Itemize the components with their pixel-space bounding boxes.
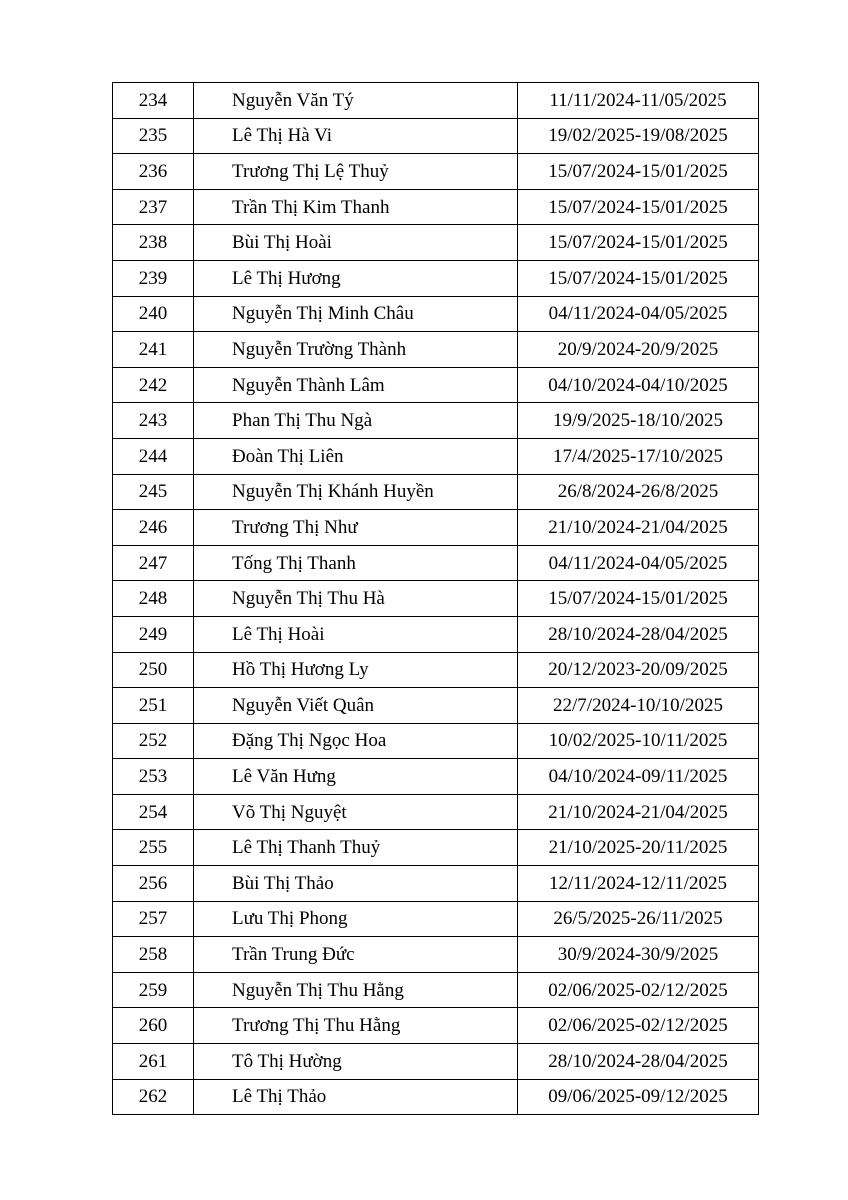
full-name-cell: Nguyễn Văn Tý [194, 83, 518, 119]
date-range-cell: 28/10/2024-28/04/2025 [518, 616, 759, 652]
full-name-cell: Lê Thị Thanh Thuỷ [194, 830, 518, 866]
table-row [113, 652, 759, 688]
full-name-cell: Lê Thị Hoài [194, 616, 518, 652]
table-row [113, 723, 759, 759]
table-row [113, 367, 759, 403]
date-range-cell: 10/02/2025-10/11/2025 [518, 723, 759, 759]
row-number-cell: 243 [113, 403, 194, 439]
table-row [113, 118, 759, 154]
date-range-cell: 15/07/2024-15/01/2025 [518, 189, 759, 225]
table-row [113, 510, 759, 546]
table-row [113, 972, 759, 1008]
row-number-cell: 251 [113, 688, 194, 724]
table-row [113, 260, 759, 296]
row-number-cell: 241 [113, 332, 194, 368]
date-range-cell: 15/07/2024-15/01/2025 [518, 154, 759, 190]
full-name-cell: Lê Văn Hưng [194, 759, 518, 795]
row-number-cell: 249 [113, 616, 194, 652]
row-number-cell: 236 [113, 154, 194, 190]
full-name-cell: Lê Thị Thảo [194, 1079, 518, 1115]
date-range-cell: 20/9/2024-20/9/2025 [518, 332, 759, 368]
row-number-cell: 238 [113, 225, 194, 261]
full-name-cell: Trương Thị Như [194, 510, 518, 546]
date-range-cell: 21/10/2025-20/11/2025 [518, 830, 759, 866]
table-row [113, 581, 759, 617]
full-name-cell: Lưu Thị Phong [194, 901, 518, 937]
full-name-cell: Võ Thị Nguyệt [194, 794, 518, 830]
row-number-cell: 254 [113, 794, 194, 830]
row-number-cell: 247 [113, 545, 194, 581]
roster-table [112, 82, 759, 1115]
full-name-cell: Lê Thị Hương [194, 260, 518, 296]
date-range-cell: 21/10/2024-21/04/2025 [518, 510, 759, 546]
table-row [113, 189, 759, 225]
table-row [113, 438, 759, 474]
full-name-cell: Nguyễn Viết Quân [194, 688, 518, 724]
table-row [113, 332, 759, 368]
table-row [113, 866, 759, 902]
row-number-cell: 257 [113, 901, 194, 937]
table-row [113, 403, 759, 439]
row-number-cell: 261 [113, 1044, 194, 1080]
full-name-cell: Trương Thị Lệ Thuỷ [194, 154, 518, 190]
date-range-cell: 28/10/2024-28/04/2025 [518, 1044, 759, 1080]
table-row [113, 830, 759, 866]
table-row [113, 937, 759, 973]
date-range-cell: 21/10/2024-21/04/2025 [518, 794, 759, 830]
full-name-cell: Bùi Thị Hoài [194, 225, 518, 261]
full-name-cell: Nguyễn Thị Minh Châu [194, 296, 518, 332]
full-name-cell: Tống Thị Thanh [194, 545, 518, 581]
row-number-cell: 259 [113, 972, 194, 1008]
date-range-cell: 22/7/2024-10/10/2025 [518, 688, 759, 724]
date-range-cell: 02/06/2025-02/12/2025 [518, 972, 759, 1008]
date-range-cell: 20/12/2023-20/09/2025 [518, 652, 759, 688]
full-name-cell: Nguyễn Thị Thu Hà [194, 581, 518, 617]
table-row [113, 545, 759, 581]
row-number-cell: 262 [113, 1079, 194, 1115]
full-name-cell: Đặng Thị Ngọc Hoa [194, 723, 518, 759]
row-number-cell: 234 [113, 83, 194, 119]
row-number-cell: 250 [113, 652, 194, 688]
row-number-cell: 245 [113, 474, 194, 510]
date-range-cell: 15/07/2024-15/01/2025 [518, 581, 759, 617]
row-number-cell: 260 [113, 1008, 194, 1044]
date-range-cell: 04/10/2024-04/10/2025 [518, 367, 759, 403]
full-name-cell: Phan Thị Thu Ngà [194, 403, 518, 439]
roster-table-body [113, 83, 759, 1115]
full-name-cell: Trương Thị Thu Hằng [194, 1008, 518, 1044]
row-number-cell: 246 [113, 510, 194, 546]
table-row [113, 1079, 759, 1115]
row-number-cell: 235 [113, 118, 194, 154]
table-row [113, 759, 759, 795]
row-number-cell: 258 [113, 937, 194, 973]
table-row [113, 901, 759, 937]
table-row [113, 474, 759, 510]
full-name-cell: Bùi Thị Thảo [194, 866, 518, 902]
row-number-cell: 248 [113, 581, 194, 617]
date-range-cell: 12/11/2024-12/11/2025 [518, 866, 759, 902]
date-range-cell: 04/11/2024-04/05/2025 [518, 545, 759, 581]
date-range-cell: 19/02/2025-19/08/2025 [518, 118, 759, 154]
table-row [113, 225, 759, 261]
row-number-cell: 242 [113, 367, 194, 403]
table-row [113, 296, 759, 332]
row-number-cell: 252 [113, 723, 194, 759]
full-name-cell: Hồ Thị Hương Ly [194, 652, 518, 688]
full-name-cell: Trần Trung Đức [194, 937, 518, 973]
date-range-cell: 26/8/2024-26/8/2025 [518, 474, 759, 510]
full-name-cell: Nguyễn Trường Thành [194, 332, 518, 368]
date-range-cell: 15/07/2024-15/01/2025 [518, 225, 759, 261]
table-row [113, 688, 759, 724]
table-row [113, 154, 759, 190]
date-range-cell: 04/11/2024-04/05/2025 [518, 296, 759, 332]
date-range-cell: 19/9/2025-18/10/2025 [518, 403, 759, 439]
full-name-cell: Nguyễn Thị Thu Hằng [194, 972, 518, 1008]
table-row [113, 83, 759, 119]
full-name-cell: Lê Thị Hà Vi [194, 118, 518, 154]
full-name-cell: Tô Thị Hường [194, 1044, 518, 1080]
row-number-cell: 240 [113, 296, 194, 332]
table-row [113, 1044, 759, 1080]
date-range-cell: 02/06/2025-02/12/2025 [518, 1008, 759, 1044]
row-number-cell: 255 [113, 830, 194, 866]
row-number-cell: 256 [113, 866, 194, 902]
row-number-cell: 253 [113, 759, 194, 795]
table-row [113, 616, 759, 652]
date-range-cell: 15/07/2024-15/01/2025 [518, 260, 759, 296]
date-range-cell: 30/9/2024-30/9/2025 [518, 937, 759, 973]
full-name-cell: Trần Thị Kim Thanh [194, 189, 518, 225]
table-row [113, 794, 759, 830]
date-range-cell: 09/06/2025-09/12/2025 [518, 1079, 759, 1115]
date-range-cell: 11/11/2024-11/05/2025 [518, 83, 759, 119]
row-number-cell: 239 [113, 260, 194, 296]
row-number-cell: 244 [113, 438, 194, 474]
table-row [113, 1008, 759, 1044]
date-range-cell: 17/4/2025-17/10/2025 [518, 438, 759, 474]
full-name-cell: Đoàn Thị Liên [194, 438, 518, 474]
date-range-cell: 26/5/2025-26/11/2025 [518, 901, 759, 937]
full-name-cell: Nguyễn Thị Khánh Huyền [194, 474, 518, 510]
date-range-cell: 04/10/2024-09/11/2025 [518, 759, 759, 795]
full-name-cell: Nguyễn Thành Lâm [194, 367, 518, 403]
row-number-cell: 237 [113, 189, 194, 225]
